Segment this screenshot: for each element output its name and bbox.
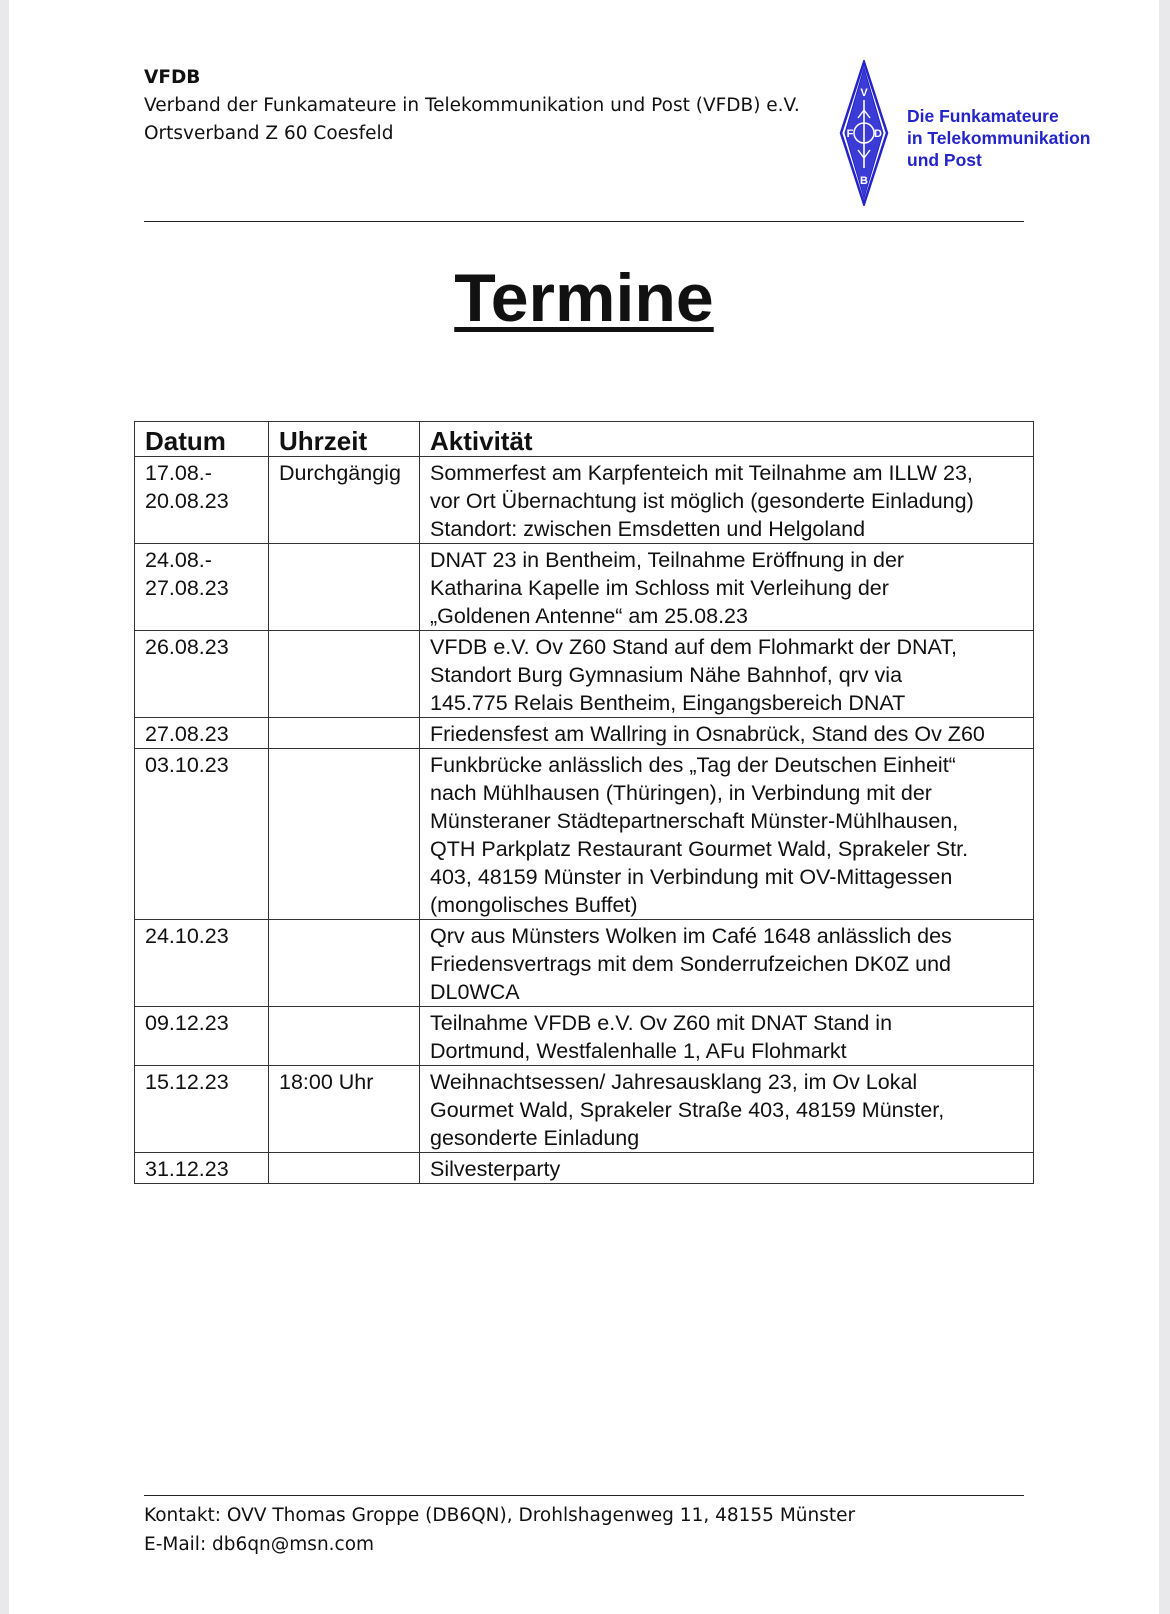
org-name: Verband der Funkamateure in Telekommunikation und Post (VFDB) e.V. bbox=[144, 95, 800, 116]
table-row bbox=[135, 1066, 1034, 1153]
cell-activity: VFDB e.V. Ov Z60 Stand auf dem Flohmarkt der DNAT, Standort Burg Gymnasium Nähe Bahnhof, qrv via 145.775 Relais Bentheim, Eingangsbereich DNAT bbox=[420, 631, 1034, 718]
table-row bbox=[135, 631, 1034, 718]
cell-time bbox=[269, 631, 420, 718]
table-row bbox=[135, 457, 1034, 544]
organization-header bbox=[144, 64, 800, 148]
cell-activity: Friedensfest am Wallring in Osnabrück, Stand des Ov Z60 bbox=[420, 718, 1034, 749]
events-table bbox=[134, 421, 1034, 1184]
table-row bbox=[135, 1153, 1034, 1184]
logo-letter-b: B bbox=[860, 175, 868, 187]
logo-tagline-line: und Post bbox=[907, 150, 982, 170]
cell-activity: Sommerfest am Karpfenteich mit Teilnahme am ILLW 23, vor Ort Übernachtung ist möglich (gesonderte Einladung) Standort: zwischen Emsdetten und Helgoland bbox=[420, 457, 1034, 544]
cell-time bbox=[269, 1153, 420, 1184]
cell-time bbox=[269, 718, 420, 749]
table-row bbox=[135, 544, 1034, 631]
page-title bbox=[9, 258, 1159, 338]
table-header-row bbox=[135, 422, 1034, 457]
cell-time bbox=[269, 749, 420, 920]
footer-divider bbox=[144, 1495, 1024, 1496]
table-row bbox=[135, 1007, 1034, 1066]
logo-tagline bbox=[907, 105, 1090, 171]
logo-tagline-line: in Telekommunikation bbox=[907, 128, 1091, 148]
cell-time: Durchgängig bbox=[269, 457, 420, 544]
header-divider bbox=[144, 221, 1024, 222]
cell-time bbox=[269, 1007, 420, 1066]
org-abbreviation: VFDB bbox=[144, 67, 201, 88]
vfdb-diamond-logo bbox=[839, 60, 889, 206]
logo-letter-d: D bbox=[874, 128, 882, 140]
logo-letter-v: V bbox=[860, 87, 868, 99]
column-header-date: Datum bbox=[135, 422, 269, 457]
contact-footer bbox=[144, 1501, 855, 1559]
cell-date: 24.10.23 bbox=[135, 920, 269, 1007]
page-title-text: Termine bbox=[454, 260, 714, 336]
cell-date: 24.08.- 27.08.23 bbox=[135, 544, 269, 631]
cell-date: 17.08.- 20.08.23 bbox=[135, 457, 269, 544]
cell-date: 31.12.23 bbox=[135, 1153, 269, 1184]
cell-activity: Weihnachtsessen/ Jahresausklang 23, im Ov Lokal Gourmet Wald, Sprakeler Straße 403, 48159 Münster, gesonderte Einladung bbox=[420, 1066, 1034, 1153]
cell-date: 09.12.23 bbox=[135, 1007, 269, 1066]
cell-time bbox=[269, 920, 420, 1007]
contact-address: Kontakt: OVV Thomas Groppe (DB6QN), Drohlshagenweg 11, 48155 Münster bbox=[144, 1505, 856, 1526]
cell-date: 03.10.23 bbox=[135, 749, 269, 920]
cell-time: 18:00 Uhr bbox=[269, 1066, 420, 1153]
cell-activity: Silvesterparty bbox=[420, 1153, 1034, 1184]
table-row bbox=[135, 718, 1034, 749]
logo-tagline-line: Die Funkamateure bbox=[907, 106, 1059, 126]
cell-activity: Qrv aus Münsters Wolken im Café 1648 anlässlich des Friedensvertrags mit dem Sonderrufzeichen DK0Z und DL0WCA bbox=[420, 920, 1034, 1007]
column-header-activity: Aktivität bbox=[420, 422, 1034, 457]
table-row bbox=[135, 920, 1034, 1007]
contact-email: E-Mail: db6qn@msn.com bbox=[144, 1534, 375, 1555]
cell-activity: DNAT 23 in Bentheim, Teilnahme Eröffnung in der Katharina Kapelle im Schloss mit Verleihung der „Goldenen Antenne“ am 25.08.23 bbox=[420, 544, 1034, 631]
cell-activity: Funkbrücke anlässlich des „Tag der Deutschen Einheit“ nach Mühlhausen (Thüringen), in Verbindung mit der Münsteraner Städtepartnerschaft Münster-Mühlhausen, QTH Parkplatz Restaurant Gourmet Wald, Sprakeler Str. 403, 48159 Münster in Verbindung mit OV-Mittagessen (mongolisches Buffet) bbox=[420, 749, 1034, 920]
cell-date: 26.08.23 bbox=[135, 631, 269, 718]
document-page bbox=[9, 0, 1159, 1614]
cell-activity: Teilnahme VFDB e.V. Ov Z60 mit DNAT Stand in Dortmund, Westfalenhalle 1, AFu Flohmarkt bbox=[420, 1007, 1034, 1066]
column-header-time: Uhrzeit bbox=[269, 422, 420, 457]
table-row bbox=[135, 749, 1034, 920]
cell-date: 15.12.23 bbox=[135, 1066, 269, 1153]
logo-letter-f: F bbox=[846, 128, 854, 140]
cell-date: 27.08.23 bbox=[135, 718, 269, 749]
cell-time bbox=[269, 544, 420, 631]
local-chapter: Ortsverband Z 60 Coesfeld bbox=[144, 123, 394, 144]
